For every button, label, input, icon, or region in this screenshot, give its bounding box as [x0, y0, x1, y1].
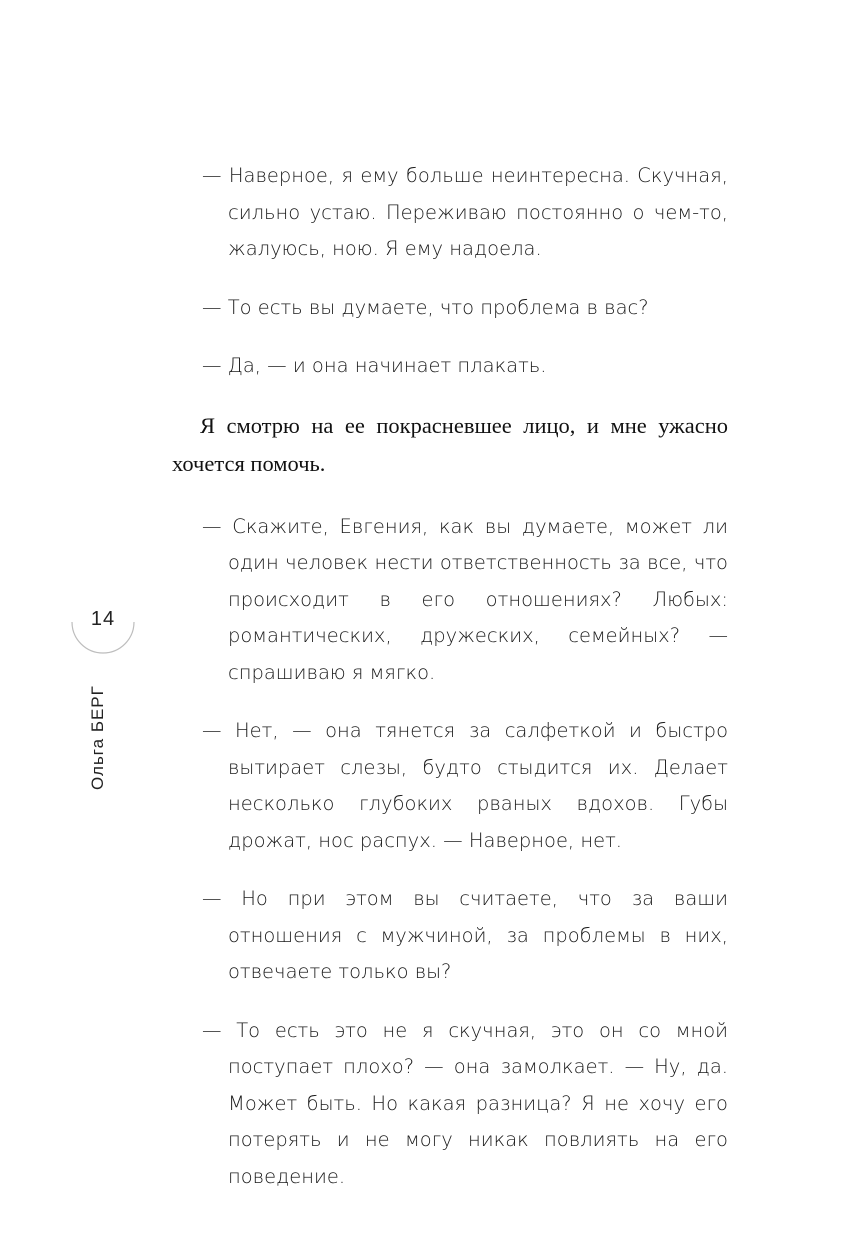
running-head — [80, 680, 120, 790]
page-folio — [70, 608, 136, 658]
text-body — [172, 158, 728, 1217]
dialogue-paragraph: — Да, — и она начинает плакать. — [202, 354, 547, 377]
dialogue-paragraph: — Но при этом вы считаете, что за ваши отношения с мужчиной, за проблемы в них, отвечаете только вы? — [202, 887, 728, 983]
dialogue-paragraph: — То есть вы думаете, что проблема в вас? — [202, 295, 649, 319]
dialogue-paragraph: — Скажите, Евгения, как вы думаете, может ли один человек нести ответственность за все, что происходит в его отношениях? Любых: романтических, дружеских, семейных? — спрашиваю я мягко. — [202, 514, 728, 684]
dialogue-paragraph: — Нет, — она тянется за салфеткой и быстро вытирает слезы, будто стыдится их. Делает несколько глубоких рваных вдохов. Губы дрожат, нос распух. — Наверное, нет. — [202, 719, 728, 852]
dialogue-paragraph: — Наверное, я ему больше неинтересна. Скучная, сильно устаю. Переживаю постоянно о чем-то, жалуюсь, ною. Я ему надоела. — [202, 164, 728, 260]
narration-paragraph: Я смотрю на ее покрасневшее лицо, и мне ужасно хочется помочь. — [172, 412, 728, 476]
author-name: Ольга БЕРГ — [88, 685, 107, 790]
dialogue-paragraph: — То есть это не я скучная, это он со мной поступает плохо? — она замолкает. — Ну, да. Может быть. Но какая разница? Я не хочу его потерять и не могу никак повлиять на его поведение. — [202, 1018, 728, 1188]
page-number: 14 — [90, 608, 116, 630]
